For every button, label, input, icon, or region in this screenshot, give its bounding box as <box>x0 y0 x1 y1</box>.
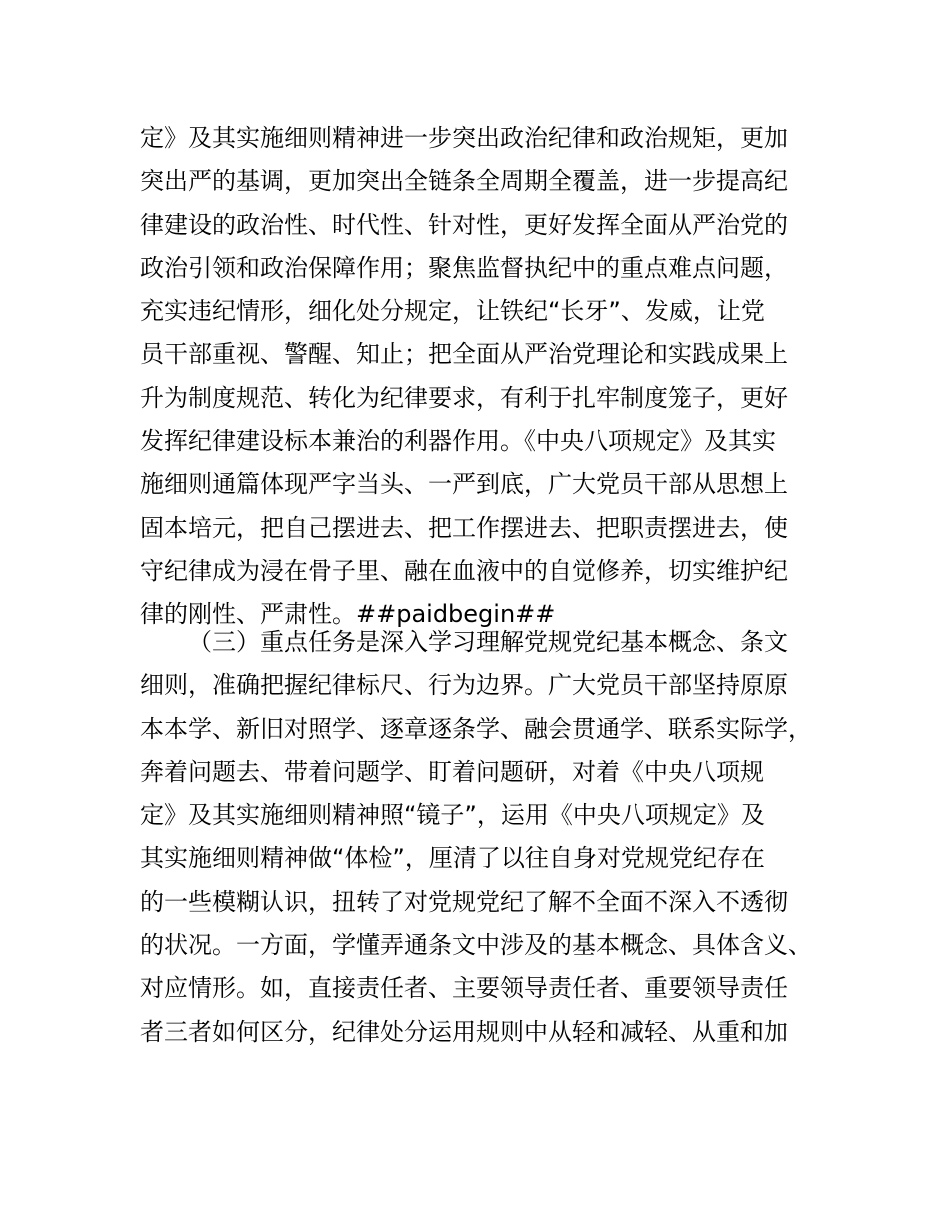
paragraph-line: 的状况。一方面，学懂弄通条文中涉及的基本概念、具体含义、 <box>140 931 812 960</box>
paragraph-line: 的一些模糊认识，扭转了对党规党纪了解不全面不深入不透彻 <box>140 887 788 916</box>
paragraph-line: 突出严的基调，更加突出全链条全周期全覆盖，进一步提高纪 <box>140 167 788 196</box>
paragraph-line: 对应情形。如，直接责任者、主要领导责任者、重要领导责任 <box>140 974 788 1003</box>
paragraph-line: 律建设的政治性、时代性、针对性，更好发挥全面从严治党的 <box>140 210 788 239</box>
paragraph-line: 施细则通篇体现严字当头、一严到底，广大党员干部从思想上 <box>140 470 788 499</box>
paragraph-line: 员干部重视、警醒、知止；把全面从严治党理论和实践成果上 <box>140 340 788 369</box>
paragraph-line: 升为制度规范、转化为纪律要求，有利于扎牢制度笼子，更好 <box>140 383 788 412</box>
paragraph-line: 本本学、新旧对照学、逐章逐条学、融会贯通学、联系实际学， <box>140 714 812 743</box>
paragraph-line: 律的刚性、严肃性。##paidbegin## <box>140 600 556 629</box>
paragraph-line: 者三者如何区分，纪律处分运用规则中从轻和减轻、从重和加 <box>140 1017 788 1046</box>
paragraph-line: （三）重点任务是深入学习理解党规党纪基本概念、条文 <box>188 628 788 656</box>
paragraph-line: 政治引领和政治保障作用；聚焦监督执纪中的重点难点问题， <box>140 253 788 282</box>
paragraph-2 <box>140 621 830 1054</box>
paragraph-line: 充实违纪情形，细化处分规定，让铁纪“长牙”、发威，让党 <box>140 297 765 326</box>
paragraph-line: 固本培元，把自己摆进去、把工作摆进去、把职责摆进去，使 <box>140 513 788 542</box>
paragraph-line: 其实施细则精神做“体检”，厘清了以往自身对党规党纪存在 <box>140 844 765 873</box>
paragraph-line: 细则，准确把握纪律标尺、行为边界。广大党员干部坚持原原 <box>140 671 788 700</box>
paragraph-line: 奔着问题去、带着问题学、盯着问题研，对着《中央八项规 <box>140 757 764 786</box>
paragraph-line: 发挥纪律建设标本兼治的利器作用。《中央八项规定》及其实 <box>140 427 776 456</box>
paragraph-line: 守纪律成为浸在骨子里、融在血液中的自觉修养，切实维护纪 <box>140 556 788 585</box>
paragraph-line: 定》及其实施细则精神照“镜子”，运用《中央八项规定》及 <box>140 801 765 830</box>
paragraph-line: 定》及其实施细则精神进一步突出政治纪律和政治规矩，更加 <box>140 124 788 152</box>
paragraph-1 <box>140 117 830 637</box>
